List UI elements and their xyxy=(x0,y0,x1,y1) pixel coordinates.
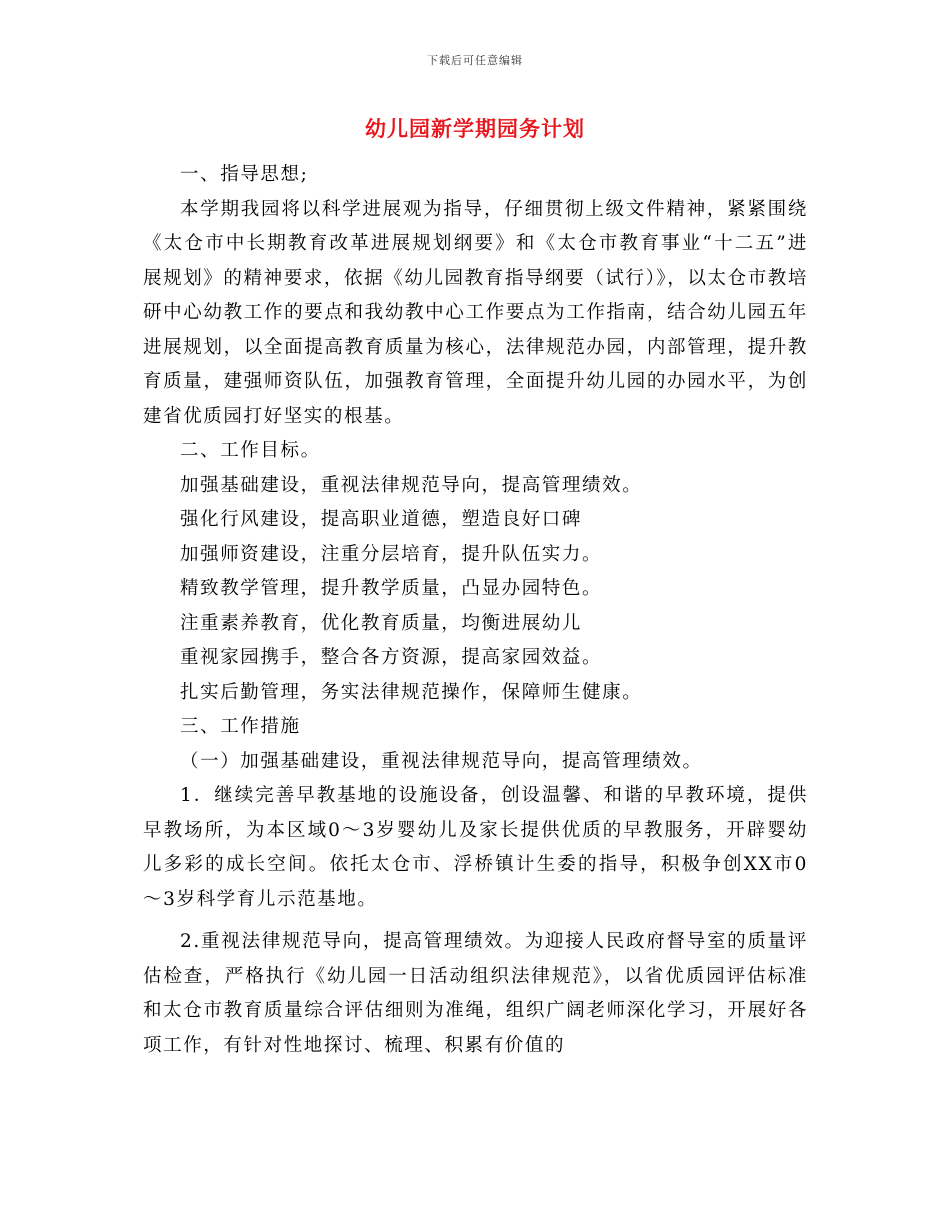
subsection-heading-1: （一）加强基础建设，重视法律规范导向，提高管理绩效。 xyxy=(180,750,703,772)
measure-paragraph-2: 2.重视法律规范导向，提高管理绩效。为迎接人民政府督导室的质量评估检查，严格执行《幼儿园一日活动组织法律规范》，以省优质园评估标准和太仓市教育质量综合评估细则为准绳，组织广阔老师深化学习，开展好各项工作，有针对性地探讨、梳理、积累有价值的 xyxy=(143,931,808,1056)
paragraph-guiding-ideology: 本学期我园将以科学进展观为指导，仔细贯彻上级文件精神，紧紧围绕《太仓市中长期教育改革进展规划纲要》和《太仓市教育事业“十二五”进展规划》的精神要求，依据《幼儿园教育指导纲要（试行）》，以太仓市教培研中心幼教工作的要点和我幼教中心工作要点为工作指南，结合幼儿园五年进展规划，以全面提高教育质量为核心，法律规范办园，内部管理，提升教育质量，建强师资队伍，加强教育管理，全面提升幼儿园的办园水平，为创建省优质园打好坚实的根基。 xyxy=(143,198,808,427)
goal-item-7: 扎实后勤管理，务实法律规范操作，保障师生健康。 xyxy=(180,681,643,703)
page-header-note: 下载后可任意编辑 xyxy=(427,54,523,67)
goal-item-1: 加强基础建设，重视法律规范导向，提高管理绩效。 xyxy=(180,474,643,496)
section-heading-work-goals: 二、工作目标。 xyxy=(180,440,321,461)
goal-item-3: 加强师资建设，注重分层培育，提升队伍实力。 xyxy=(180,543,603,565)
goal-item-5: 注重素养教育，优化教育质量，均衡进展幼儿 xyxy=(180,612,583,634)
section-heading-work-measures: 三、工作措施 xyxy=(180,716,301,737)
goal-item-4: 精致教学管理，提升教学质量，凸显办园特色。 xyxy=(180,578,603,599)
goal-item-6: 重视家园携手，整合各方资源，提高家园效益。 xyxy=(180,647,603,668)
section-heading-guiding-ideology: 一、指导思想; xyxy=(180,164,309,185)
measure-paragraph-1: 1．继续完善早教基地的设施设备，创设温馨、和谐的早教环境，提供早教场所，为本区域0～3岁婴幼儿及家长提供优质的早教服务，开辟婴幼儿多彩的成长空间。依托太仓市、浮桥镇计生委的指导，积极争创XX市0～3岁科学育儿示范基地。 xyxy=(143,785,808,910)
document-body xyxy=(143,158,808,1063)
document-title: 幼儿园新学期园务计划 xyxy=(365,116,585,141)
goal-item-2: 强化行风建设，提高职业道德，塑造良好口碑 xyxy=(180,509,583,530)
